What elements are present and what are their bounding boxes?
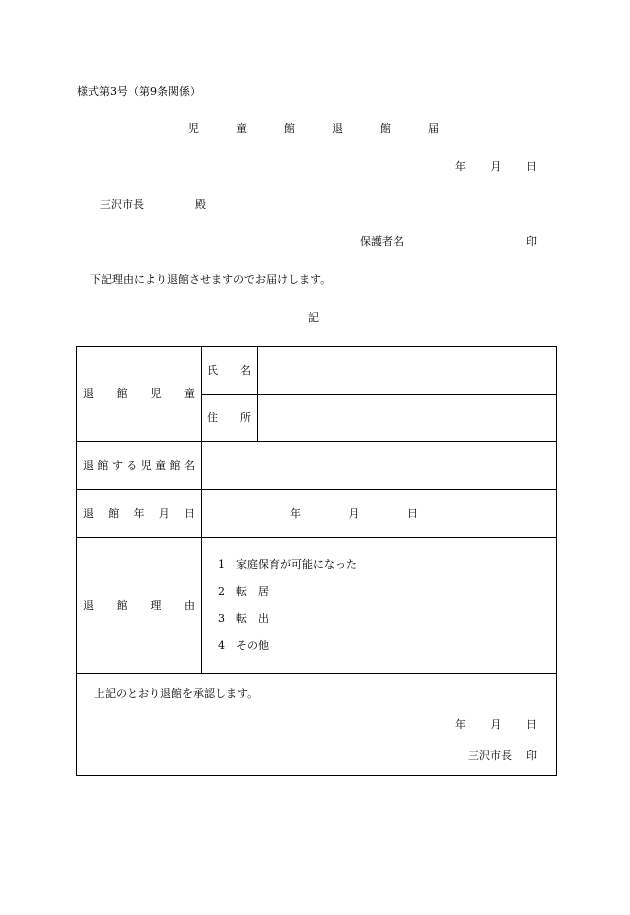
reason-text: 転 居 <box>236 585 269 598</box>
date-label-char: 館 <box>108 507 120 520</box>
reason-number: 4 <box>218 639 225 652</box>
approval-date-year: 年 <box>455 718 466 731</box>
header-date-year: 年 <box>455 160 466 173</box>
reason-text: その他 <box>236 639 269 652</box>
form-number: 様式第3号（第9条関係） <box>77 85 201 98</box>
reason-label-char: 理 <box>150 599 162 612</box>
date-label <box>83 508 195 519</box>
reason-item[interactable] <box>218 586 269 597</box>
header-date-month: 月 <box>490 160 502 173</box>
date-label-char: 日 <box>184 507 195 520</box>
date-month: 月 <box>348 507 360 520</box>
form-title-char: 童 <box>236 122 247 135</box>
child-label-char: 児 <box>150 387 162 400</box>
reason-item[interactable] <box>218 613 269 624</box>
form-title <box>188 123 439 134</box>
hall-label-char: 退 <box>83 459 94 472</box>
hall-field[interactable] <box>202 442 556 489</box>
hall-label-char: 童 <box>155 459 167 472</box>
child-label-char: 童 <box>183 387 195 400</box>
reason-number: 3 <box>218 612 225 625</box>
name-field[interactable] <box>258 347 556 394</box>
child-label <box>83 388 195 399</box>
date-label-char: 退 <box>83 507 94 520</box>
address-field[interactable] <box>258 395 556 441</box>
date-label-char: 年 <box>133 507 145 520</box>
date-day: 日 <box>407 507 418 520</box>
reason-text: 家庭保育が可能になった <box>236 558 357 571</box>
reason-label-char: 由 <box>183 599 195 612</box>
hall-label-char: 児 <box>140 459 152 472</box>
intro-text: 下記理由により退館させますのでお届けします。 <box>90 273 332 286</box>
approver: 三沢市長 <box>468 749 512 762</box>
name-label <box>207 365 251 376</box>
address-label-char: 住 <box>207 411 218 424</box>
header-date <box>455 161 537 172</box>
hall-label-char: 館 <box>169 459 181 472</box>
form-title-char: 館 <box>380 122 391 135</box>
hall-label-char: る <box>126 459 138 472</box>
ki-label: 記 <box>308 311 319 324</box>
child-label-char: 退 <box>83 387 94 400</box>
hall-label-char: 名 <box>183 459 195 472</box>
reason-label-char: 館 <box>116 599 128 612</box>
form-title-char: 退 <box>332 122 343 135</box>
child-label-char: 館 <box>116 387 128 400</box>
reason-number: 2 <box>218 585 225 598</box>
reason-number: 1 <box>218 558 225 571</box>
date-year: 年 <box>290 507 301 520</box>
date-fields[interactable] <box>290 508 418 519</box>
name-label-char: 名 <box>240 364 251 377</box>
header-date-day: 日 <box>526 160 537 173</box>
address-label <box>207 412 251 423</box>
approval-date-day: 日 <box>526 718 537 731</box>
addressee-honorific: 殿 <box>195 198 206 211</box>
approval-date <box>455 719 537 730</box>
address-label-char: 所 <box>240 411 251 424</box>
guardian-seal: 印 <box>526 235 537 248</box>
approval-text: 上記のとおり退館を承認します。 <box>94 687 259 700</box>
form-title-char: 届 <box>428 122 439 135</box>
reason-label-char: 退 <box>83 599 94 612</box>
form-title-char: 児 <box>188 122 199 135</box>
approver-seal: 印 <box>526 749 537 762</box>
reason-item[interactable] <box>218 640 269 651</box>
approval-date-month: 月 <box>490 718 502 731</box>
name-label-char: 氏 <box>207 364 218 377</box>
date-label-char: 月 <box>158 507 170 520</box>
reason-item[interactable] <box>218 559 357 570</box>
hall-label <box>83 460 195 471</box>
form-title-char: 館 <box>284 122 295 135</box>
reason-label <box>83 600 195 611</box>
hall-label-char: す <box>111 459 123 472</box>
guardian-label: 保護者名 <box>360 235 404 248</box>
addressee-name: 三沢市長 <box>100 198 144 211</box>
hall-label-char: 館 <box>97 459 109 472</box>
reason-text: 転 出 <box>236 612 269 625</box>
